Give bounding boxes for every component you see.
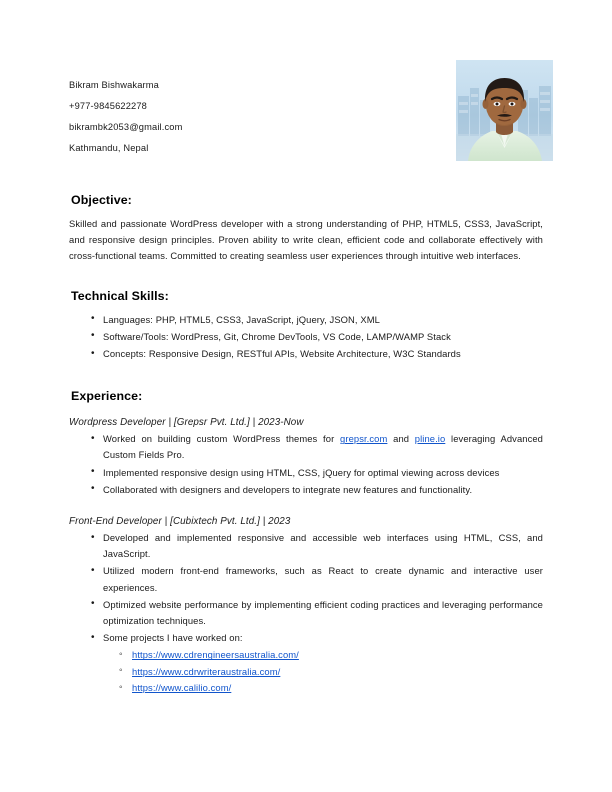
job-bullet-list <box>69 530 543 697</box>
bullet-text: Developed and implemented responsive and accessible web interfaces using HTML, CSS, and JavaScript. <box>103 532 543 560</box>
job-bullet <box>69 465 543 481</box>
bullet-text: Some projects I have worked on: <box>103 632 243 644</box>
inline-link[interactable]: grepsr.com <box>340 433 388 445</box>
resume-content <box>69 60 543 698</box>
project-link[interactable]: https://www.calilio.com/ <box>132 682 232 694</box>
inline-link[interactable]: pline.io <box>414 433 446 445</box>
bullet-text: Worked on building custom WordPress themes for <box>103 433 341 445</box>
contact-phone: +977-9845622278 <box>69 101 147 111</box>
contact-location: Kathmandu, Nepal <box>69 143 149 153</box>
project-link[interactable]: https://www.cdrwriteraustralia.com/ <box>132 665 281 677</box>
objective-heading: Objective: <box>71 193 132 207</box>
bullet-text: Utilized modern front-end frameworks, such as React to create dynamic and interactive user experiences. <box>103 565 543 593</box>
technical-skills-heading: Technical Skills: <box>71 288 169 303</box>
candidate-name: Bikram Bishwakarma <box>69 80 160 90</box>
technical-skills-list <box>69 312 543 363</box>
contact-email: bikrambk2053@gmail.com <box>69 122 183 132</box>
job-bullet-list <box>69 431 543 498</box>
skill-item: • Software/Tools: WordPress, Git, Chrome DevTools, VS Code, LAMP/WAMP Stack <box>69 329 543 345</box>
objective-text: Skilled and passionate WordPress developer with a strong understanding of PHP, HTML5, CSS3, JavaScript, and responsive design principles. Proven ability to write clean, efficient code and collaborate effectively with cross-functional teams. Committed to creating seamless user experiences through intuitive web interfaces. <box>69 218 543 262</box>
skill-item: • Concepts: Responsive Design, RESTful APIs, Website Architecture, W3C Standards <box>69 346 543 362</box>
bullet-text: and <box>387 433 415 445</box>
portrait-photo-graphic <box>456 60 553 161</box>
project-link-item <box>103 664 543 680</box>
skill-item: • Languages: PHP, HTML5, CSS3, JavaScript, jQuery, JSON, XML <box>69 312 543 328</box>
job-bullet <box>69 563 543 595</box>
job-title-line: Front-End Developer | [Cubixtech Pvt. Ltd.] | 2023 <box>69 516 291 528</box>
job-bullet <box>69 597 543 629</box>
contact-block <box>69 60 399 159</box>
project-link[interactable]: https://www.cdrengineersaustralia.com/ <box>132 649 299 661</box>
job-bullet <box>69 630 543 696</box>
resume-header <box>69 60 543 170</box>
bullet-text: Collaborated with designers and developers to integrate new features and functionality. <box>103 483 473 495</box>
job-bullet <box>69 482 543 498</box>
project-link-list <box>103 647 543 696</box>
job-title-line: Wordpress Developer | [Grepsr Pvt. Ltd.] | 2023-Now <box>69 417 304 429</box>
bullet-text: leveraging Advanced Custom Fields Pro. <box>103 433 543 461</box>
bullet-text: Implemented responsive design using HTML, CSS, jQuery for optimal viewing across devices <box>103 466 500 478</box>
project-link-item <box>103 680 543 696</box>
job-bullet <box>69 530 543 562</box>
portrait-photo <box>456 60 553 161</box>
experience-heading: Experience: <box>71 389 143 404</box>
project-link-item <box>103 647 543 663</box>
job-bullet <box>69 431 543 463</box>
bullet-text: Optimized website performance by implementing efficient coding practices and leveraging performance optimization techniques. <box>103 598 543 627</box>
experience-section <box>69 415 543 696</box>
